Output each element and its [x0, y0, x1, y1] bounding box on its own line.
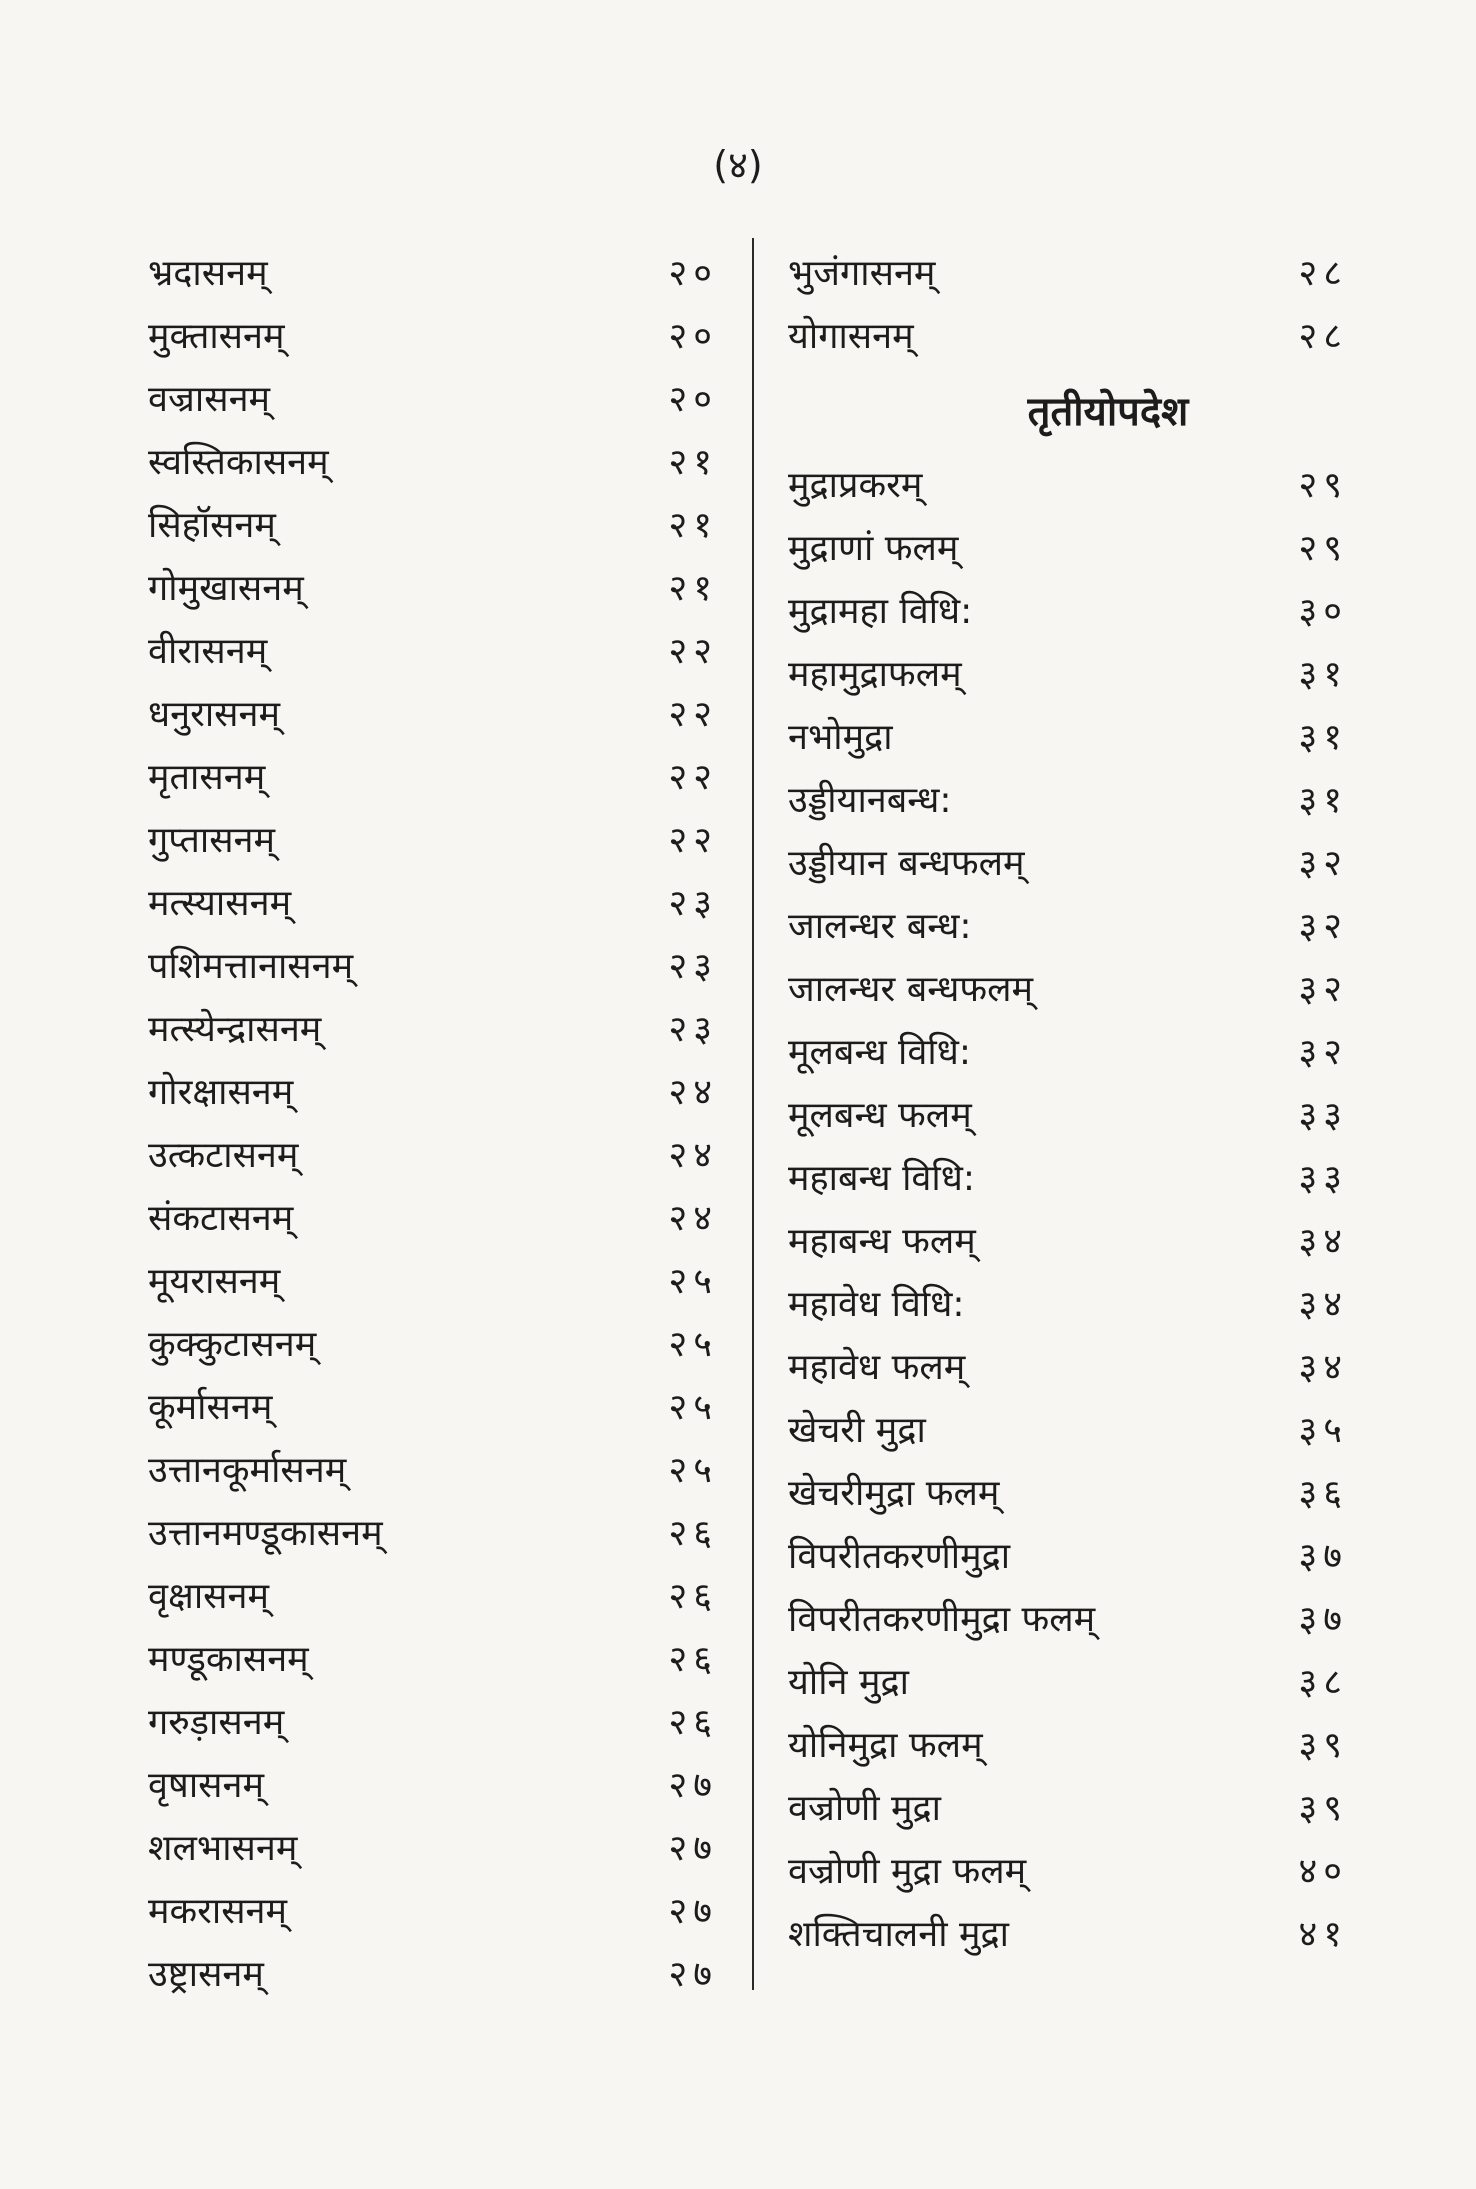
entry-page: ३१ — [1298, 717, 1348, 758]
entry-title: महावेध विधि: — [788, 1284, 965, 1325]
toc-entry — [788, 1649, 1348, 1712]
entry-page: २२ — [668, 631, 718, 672]
entry-title: स्वस्तिकासनम् — [148, 442, 329, 483]
entry-title: विपरीतकरणीमुद्रा — [788, 1536, 1011, 1577]
column-divider — [752, 238, 754, 1990]
toc-entry — [788, 1901, 1348, 1964]
entry-page: ३१ — [1298, 654, 1348, 695]
toc-entry — [148, 933, 718, 996]
entry-page: २५ — [668, 1324, 718, 1365]
toc-entry — [788, 767, 1348, 830]
entry-title: मुद्रामहा विधि: — [788, 591, 973, 632]
entry-page: ३६ — [1298, 1473, 1348, 1514]
entry-page: २८ — [1298, 316, 1348, 357]
toc-entry — [788, 1712, 1348, 1775]
entry-page: २० — [668, 316, 718, 357]
entry-page: ३२ — [1298, 969, 1348, 1010]
entry-title: धनुरासनम् — [148, 694, 281, 735]
toc-entry — [788, 1586, 1348, 1649]
entry-title: विपरीतकरणीमुद्रा फलम् — [788, 1599, 1096, 1640]
entry-title: उत्कटासनम् — [148, 1135, 299, 1176]
entry-title: जालन्धर बन्ध: — [788, 906, 972, 947]
entry-page: २२ — [668, 820, 718, 861]
entry-page: ३२ — [1298, 906, 1348, 947]
entry-page: २४ — [668, 1135, 718, 1176]
entry-title: मुद्राप्रकरम् — [788, 465, 923, 506]
entry-title: मण्डूकासनम् — [148, 1639, 309, 1680]
entry-title: खेचरीमुद्रा फलम् — [788, 1473, 1000, 1514]
entry-page: ४० — [1298, 1851, 1348, 1892]
entry-page: २४ — [668, 1198, 718, 1239]
toc-entry — [788, 578, 1348, 641]
toc-entry — [788, 1208, 1348, 1271]
toc-entry — [788, 1019, 1348, 1082]
entry-title: वृक्षासनम् — [148, 1576, 269, 1617]
entry-page: ३३ — [1298, 1095, 1348, 1136]
toc-entry — [148, 1437, 718, 1500]
entry-title: मुद्राणां फलम् — [788, 528, 959, 569]
toc-entry — [148, 1878, 718, 1941]
entry-page: २६ — [668, 1513, 718, 1554]
entry-page: २५ — [668, 1261, 718, 1302]
entry-title: गरुड़ासनम् — [148, 1702, 285, 1743]
entry-page: २७ — [668, 1765, 718, 1806]
toc-entry — [148, 681, 718, 744]
toc-entry — [788, 240, 1348, 303]
entry-page: २७ — [668, 1891, 718, 1932]
entry-title: महावेध फलम् — [788, 1347, 966, 1388]
toc-entry — [148, 618, 718, 681]
entry-page: २६ — [668, 1639, 718, 1680]
entry-title: गोमुखासनम् — [148, 568, 304, 609]
entry-page: ३२ — [1298, 1032, 1348, 1073]
toc-entry — [148, 240, 718, 303]
toc-entry — [148, 1185, 718, 1248]
toc-entry — [148, 1311, 718, 1374]
entry-title: नभोमुद्रा — [788, 717, 893, 758]
page-number: (४) — [713, 143, 763, 187]
entry-title: सिहॉसनम् — [148, 505, 276, 546]
entry-page: २९ — [1298, 528, 1348, 569]
entry-title: मूयरासनम् — [148, 1261, 281, 1302]
entry-title: भ्रदासनम् — [148, 253, 268, 294]
entry-page: ३५ — [1298, 1410, 1348, 1451]
toc-entry — [148, 1626, 718, 1689]
toc-entry — [148, 996, 718, 1059]
toc-entry — [788, 1397, 1348, 1460]
toc-entry — [788, 1460, 1348, 1523]
entry-page: २१ — [668, 442, 718, 483]
toc-entry — [788, 1775, 1348, 1838]
toc-entry — [148, 1563, 718, 1626]
toc-entry — [148, 429, 718, 492]
entry-title: वज्रोणी मुद्रा — [788, 1788, 941, 1829]
entry-page: २० — [668, 253, 718, 294]
entry-title: मूलबन्ध विधि: — [788, 1032, 971, 1073]
toc-entry — [148, 1248, 718, 1311]
entry-page: ३७ — [1298, 1599, 1348, 1640]
entry-page: २५ — [668, 1450, 718, 1491]
toc-entry — [148, 555, 718, 618]
toc-entry — [788, 1082, 1348, 1145]
toc-entry — [148, 1752, 718, 1815]
entry-page: ३७ — [1298, 1536, 1348, 1577]
toc-entry — [788, 641, 1348, 704]
toc-entry — [788, 1523, 1348, 1586]
section-heading: तृतीयोपदेश — [1027, 388, 1189, 435]
entry-title: भुजंगासनम् — [788, 253, 936, 294]
entry-page: ३४ — [1298, 1347, 1348, 1388]
toc-entry — [788, 1271, 1348, 1334]
toc-entry — [788, 830, 1348, 893]
entry-title: वीरासनम् — [148, 631, 268, 672]
entry-page: २७ — [668, 1828, 718, 1869]
toc-entry — [148, 870, 718, 933]
entry-page: २५ — [668, 1387, 718, 1428]
entry-title: महाबन्ध फलम् — [788, 1221, 976, 1262]
entry-title: पशिमत्तानासनम् — [148, 946, 354, 987]
entry-page: ३४ — [1298, 1221, 1348, 1262]
entry-page: २१ — [668, 505, 718, 546]
entry-page: ३० — [1298, 591, 1348, 632]
toc-entry — [148, 1689, 718, 1752]
entry-title: संकटासनम् — [148, 1198, 294, 1239]
entry-title: खेचरी मुद्रा — [788, 1410, 926, 1451]
entry-title: उड्डीयान बन्धफलम् — [788, 843, 1025, 884]
entry-title: उड्डीयानबन्ध: — [788, 780, 952, 821]
entry-title: योनि मुद्रा — [788, 1662, 909, 1703]
entry-page: ३९ — [1298, 1725, 1348, 1766]
entry-page: २१ — [668, 568, 718, 609]
entry-page: ३२ — [1298, 843, 1348, 884]
entry-title: वृषासनम् — [148, 1765, 264, 1806]
entry-page: ४१ — [1298, 1914, 1348, 1955]
entry-page: २३ — [668, 946, 718, 987]
entry-title: मत्स्यासनम् — [148, 883, 292, 924]
entry-page: ३४ — [1298, 1284, 1348, 1325]
entry-title: कूर्मासनम् — [148, 1387, 273, 1428]
entry-title: मृतासनम् — [148, 757, 266, 798]
entry-page: २६ — [668, 1576, 718, 1617]
entry-title: योगासनम् — [788, 316, 914, 357]
entry-title: गोरक्षासनम् — [148, 1072, 294, 1113]
entry-title: उत्तानमण्डूकासनम् — [148, 1513, 383, 1554]
toc-entry — [148, 1122, 718, 1185]
toc-entry — [788, 956, 1348, 1019]
entry-page: २० — [668, 379, 718, 420]
entry-page: २३ — [668, 1009, 718, 1050]
entry-title: गुप्तासनम् — [148, 820, 276, 861]
entry-page: २८ — [1298, 253, 1348, 294]
entry-title: कुक्कुटासनम् — [148, 1324, 317, 1365]
entry-page: २७ — [668, 1954, 718, 1995]
entry-page: २२ — [668, 694, 718, 735]
entry-page: २४ — [668, 1072, 718, 1113]
entry-title: उत्तानकूर्मासनम् — [148, 1450, 347, 1491]
toc-entry — [788, 303, 1348, 366]
toc-entry — [788, 452, 1348, 515]
toc-entry — [148, 1374, 718, 1437]
entry-title: मत्स्येन्द्रासनम् — [148, 1009, 322, 1050]
toc-entry — [788, 1334, 1348, 1397]
toc-entry — [148, 303, 718, 366]
entry-page: ३८ — [1298, 1662, 1348, 1703]
entry-title: वज्रासनम् — [148, 379, 271, 420]
entry-page: २३ — [668, 883, 718, 924]
toc-entry — [148, 366, 718, 429]
entry-title: महाबन्ध विधि: — [788, 1158, 976, 1199]
toc-entry — [148, 807, 718, 870]
toc-entry — [788, 1145, 1348, 1208]
entry-page: २६ — [668, 1702, 718, 1743]
toc-entry — [788, 704, 1348, 767]
toc-entry — [788, 1838, 1348, 1901]
toc-entry — [148, 1059, 718, 1122]
toc-entry — [788, 893, 1348, 956]
toc-entry — [148, 492, 718, 555]
entry-page: ३३ — [1298, 1158, 1348, 1199]
entry-title: योनिमुद्रा फलम् — [788, 1725, 983, 1766]
entry-page: ३१ — [1298, 780, 1348, 821]
toc-entry — [148, 1815, 718, 1878]
toc-entry — [788, 515, 1348, 578]
entry-page: २२ — [668, 757, 718, 798]
entry-title: शलभासनम् — [148, 1828, 298, 1869]
entry-title: जालन्धर बन्धफलम् — [788, 969, 1034, 1010]
entry-title: मूलबन्ध फलम् — [788, 1095, 972, 1136]
entry-title: महामुद्राफलम् — [788, 654, 962, 695]
entry-title: उष्ट्रासनम् — [148, 1954, 264, 1995]
toc-entry — [148, 1941, 718, 2004]
entry-page: ३९ — [1298, 1788, 1348, 1829]
toc-entry — [148, 744, 718, 807]
entry-page: २९ — [1298, 465, 1348, 506]
entry-title: मुक्तासनम् — [148, 316, 285, 357]
entry-title: वज्रोणी मुद्रा फलम् — [788, 1851, 1027, 1892]
toc-right-column — [788, 240, 1348, 1964]
toc-left-column — [148, 240, 718, 2004]
entry-title: शक्तिचालनी मुद्रा — [788, 1914, 1009, 1955]
toc-entry — [148, 1500, 718, 1563]
entry-title: मकरासनम् — [148, 1891, 288, 1932]
